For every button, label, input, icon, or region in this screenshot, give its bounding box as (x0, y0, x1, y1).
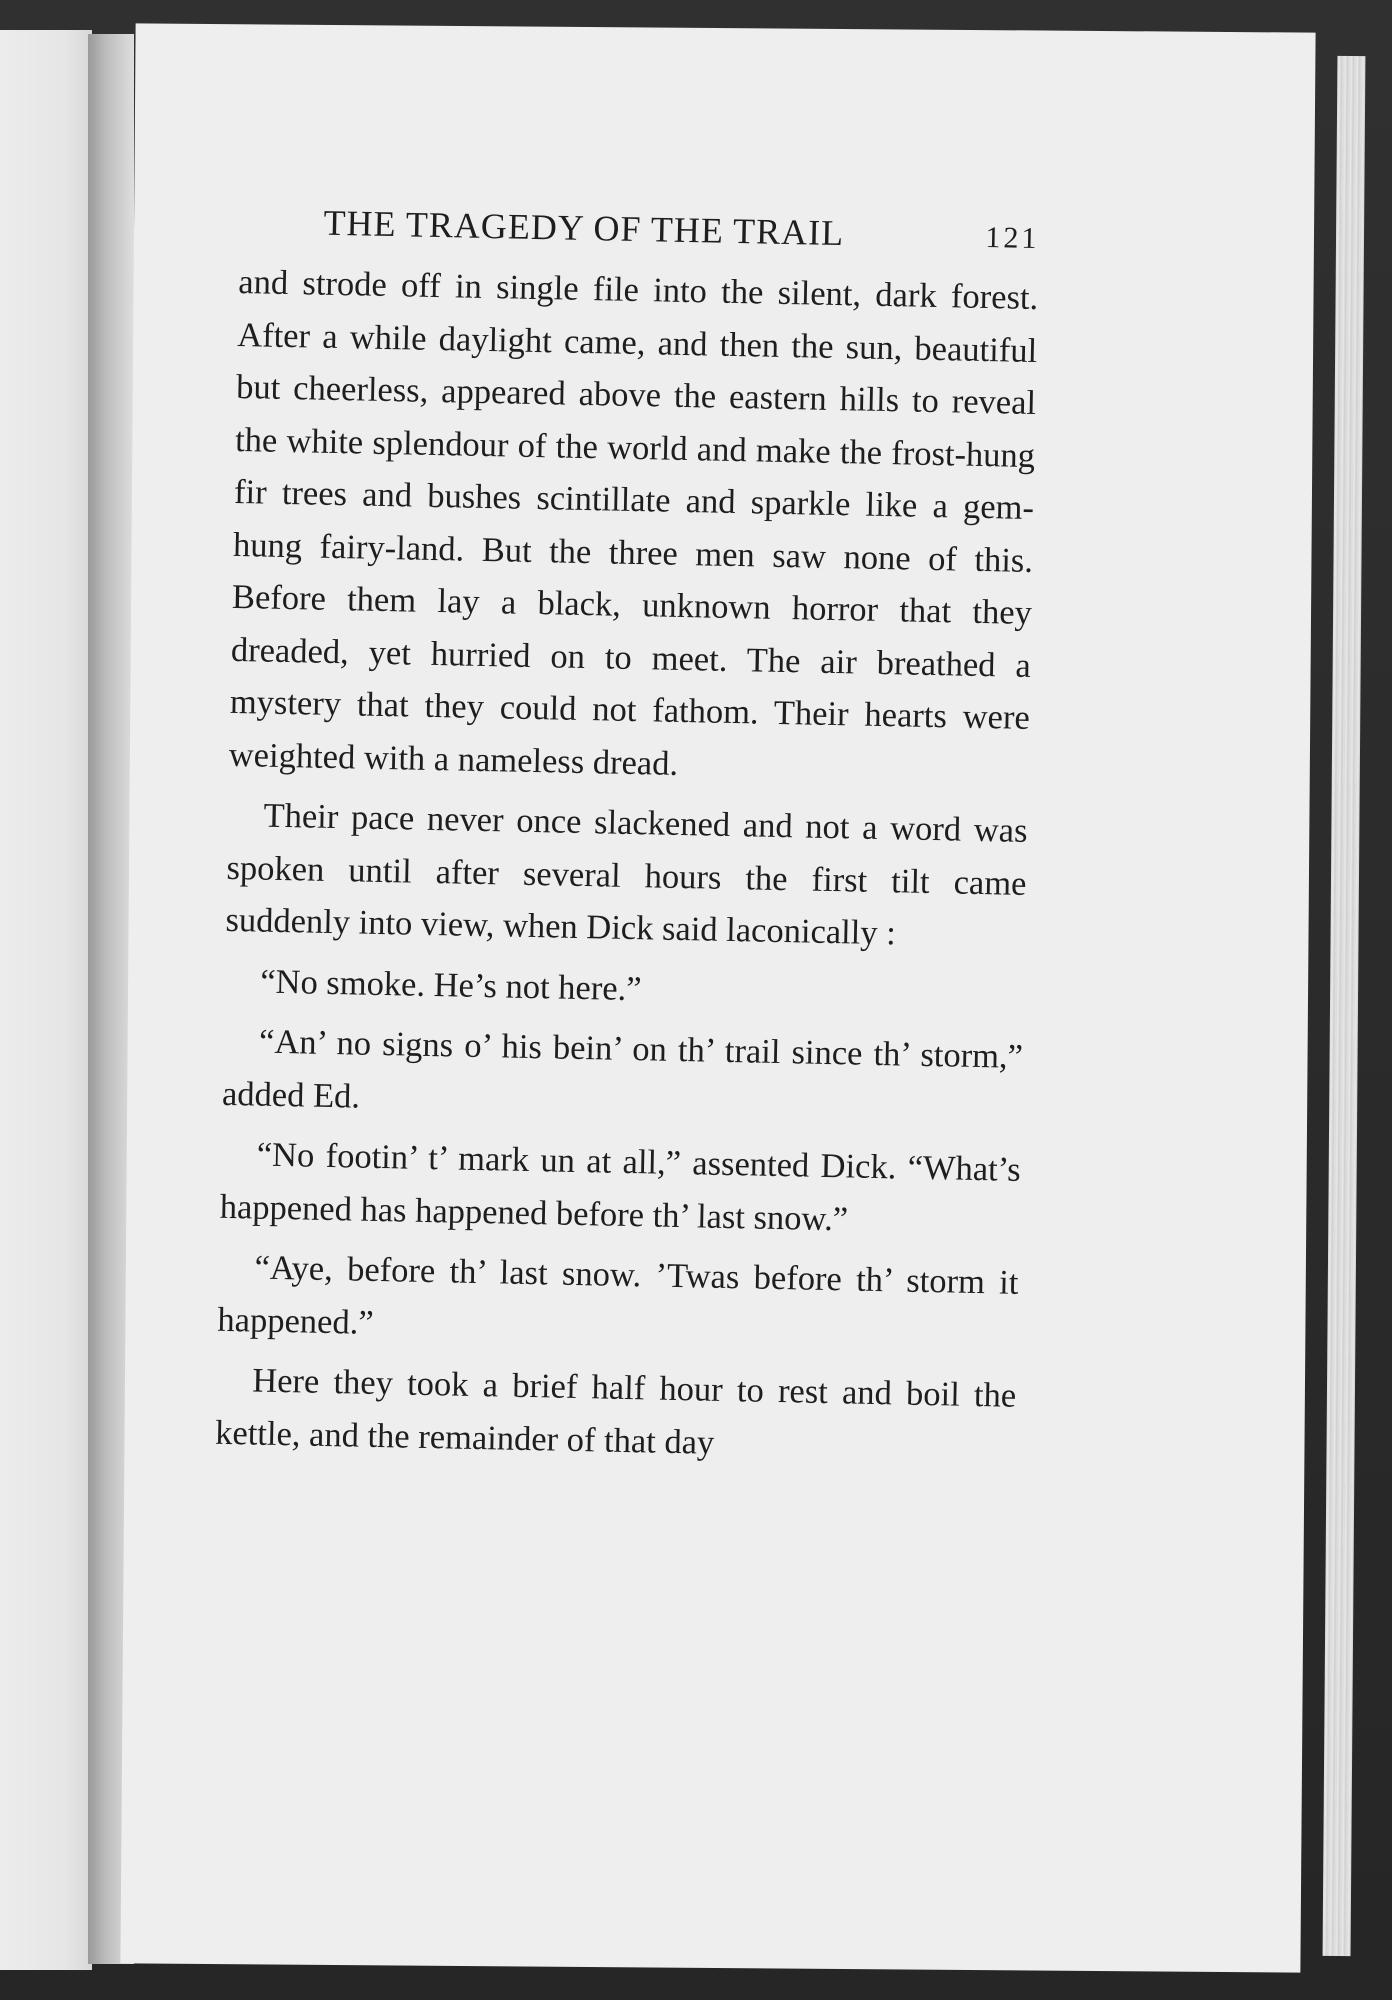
paragraph: and strode off in single file into the silent, dark forest. After a while daylight came, and then the sun, beautiful but cheerless, appeared above the eastern hills to reveal the white splendour of the world and make the frost-hung fir trees and bushes scintillate and sparkle like a gem-hung fairy-land. But the three men saw none of this. Before them lay a black, unknown horror that they dreaded, yet hurried on to meet. The air breathed a mystery that they could not fathom. Their hearts were weighted with a nameless dread. (228, 262, 1039, 783)
facing-page-edge (0, 30, 92, 1970)
paragraph: “No smoke. He’s not here.” (259, 962, 642, 1008)
paragraph: “Aye, before th’ last snow. ’Twas before th’ storm it happened.” (217, 1248, 1019, 1342)
page-number: 121 (985, 220, 1040, 256)
paragraph: Their pace never once slackened and not a word was spoken until after several hours the first tilt came suddenly into view, when Dick said laconically : (225, 796, 1028, 953)
page-edges (1323, 56, 1366, 1956)
running-head-title: THE TRAGEDY OF THE TRAIL (323, 202, 845, 254)
paragraph: “An’ no signs o’ his bein’ on th’ trail since th’ storm,” added Ed. (221, 1022, 1024, 1116)
paragraph: Here they took a brief half hour to rest and boil the kettle, and the remainder of that day (214, 1361, 1017, 1462)
paragraph: “No footin’ t’ mark un at all,” assented Dick. “What’s happened has happened before th’ last snow.” (219, 1135, 1022, 1238)
page-content (215, 200, 1040, 1475)
